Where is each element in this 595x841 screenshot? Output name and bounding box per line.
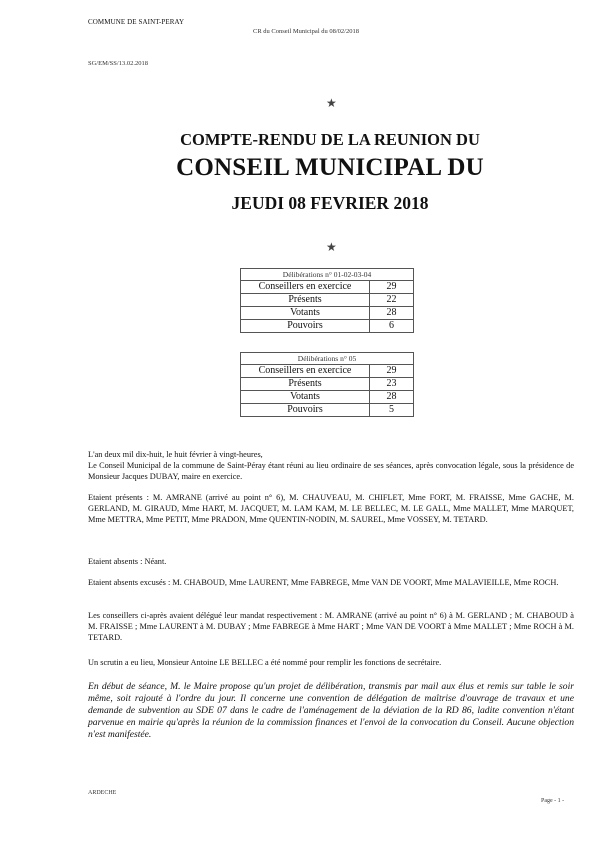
star-ornament-icon: ★ (326, 96, 337, 110)
table-row (241, 281, 414, 294)
table-row (241, 365, 414, 378)
absentees-paragraph: Etaient absents : Néant. (88, 557, 167, 566)
row-value: 29 (370, 365, 414, 378)
row-value: 28 (370, 391, 414, 404)
row-value: 28 (370, 307, 414, 320)
row-label: Votants (241, 307, 370, 320)
star-ornament-icon: ★ (326, 240, 337, 254)
attendees-present-paragraph: Etaient présents : M. AMRANE (arrivé au point n° 6), M. CHAUVEAU, M. CHIFLET, Mme FORT, M. FRAISSE, Mme GACHE, M. GERLAND, M. GIRAUD, Mme HART, M. JACQUET, M. LAM KAM, M. LE BELLEC, M. LE GALL, Mme MALLET, Mme MARQUET, Mme METTRA, Mme PETIT, Mme PRADON, Mme QUENTIN-NODIN, M. SAUREL, Mme VOSSEY, M. TETARD. (88, 493, 574, 524)
meeting-convocation-paragraph: Le Conseil Municipal de la commune de Saint-Péray étant réuni au lieu ordinaire de ses séances, après convocation légale, sous la présidence de Monsieur Jacques DUBAY, maire en exercice. (88, 461, 574, 481)
page-number: Page - 1 - (541, 798, 565, 804)
row-value: 29 (370, 281, 414, 294)
table-row (241, 294, 414, 307)
meeting-date-title: JEUDI 08 FEVRIER 2018 (231, 193, 429, 213)
table-row (241, 320, 414, 333)
row-label: Pouvoirs (241, 320, 370, 333)
table-row (241, 391, 414, 404)
row-label: Conseillers en exercice (241, 365, 370, 378)
excused-absentees-paragraph: Etaient absents excusés : M. CHABOUD, Mme LAURENT, Mme FABREGE, Mme VAN DE VOORT, Mme MALAVIEILLE, Mme ROCH. (88, 578, 559, 587)
agenda-addition-paragraph: En début de séance, M. le Maire propose qu'un projet de délibération, transmis par mail aux élus et remis sur table le soir même, soit rajouté à l'ordre du jour. Il concerne une convention de délégation de maîtrise d'ouvrage de travaux et une demande de subvention au SDE 07 dans le cadre de l'aménagement de la déviation de la RD 86, ladite convention n'étant parvenue en mairie qu'après la réunion de la commission finances et l'envoi de la convocation du Conseil. Aucune objection n'est manifestée. (88, 681, 574, 740)
row-label: Votants (241, 391, 370, 404)
deliberation-table (240, 352, 414, 417)
document-header-title: CR du Conseil Municipal du 08/02/2018 (253, 28, 359, 35)
row-label: Présents (241, 294, 370, 307)
secretary-appointment-paragraph: Un scrutin a eu lieu, Monsieur Antoine LE BELLEC a été nommé pour remplir les fonctions de secrétaire. (88, 658, 442, 667)
council-title: CONSEIL MUNICIPAL DU (176, 154, 484, 181)
table-row (241, 307, 414, 320)
row-value: 23 (370, 378, 414, 391)
row-value: 6 (370, 320, 414, 333)
row-label: Pouvoirs (241, 404, 370, 417)
table-row (241, 404, 414, 417)
deliberation-table (240, 268, 414, 333)
deliberation-caption: Délibérations n° 05 (241, 353, 414, 365)
commune-name: COMMUNE DE SAINT-PERAY (88, 18, 185, 26)
row-label: Présents (241, 378, 370, 391)
row-label: Conseillers en exercice (241, 281, 370, 294)
footer-department: ARDECHE (88, 790, 117, 796)
deliberation-caption: Délibérations n° 01-02-03-04 (241, 269, 414, 281)
meeting-opening-date: L'an deux mil dix-huit, le huit février à vingt-heures, (88, 450, 263, 459)
table-row (241, 378, 414, 391)
row-value: 5 (370, 404, 414, 417)
document-reference: SG/EM/SS/13.02.2018 (88, 60, 148, 67)
row-value: 22 (370, 294, 414, 307)
proxy-delegations-paragraph: Les conseillers ci-après avaient délégué leur mandat respectivement : M. AMRANE (arrivé au point n° 6) à M. GERLAND ; M. CHABOUD à M. FRAISSE ; Mme LAURENT à M. DUBAY ; Mme FABREGE à Mme HART ; Mme VAN DE VOORT à Mme MALLET ; Mme ROCH à M. TETARD. (88, 611, 574, 642)
report-title: COMPTE-RENDU DE LA REUNION DU (180, 130, 480, 149)
